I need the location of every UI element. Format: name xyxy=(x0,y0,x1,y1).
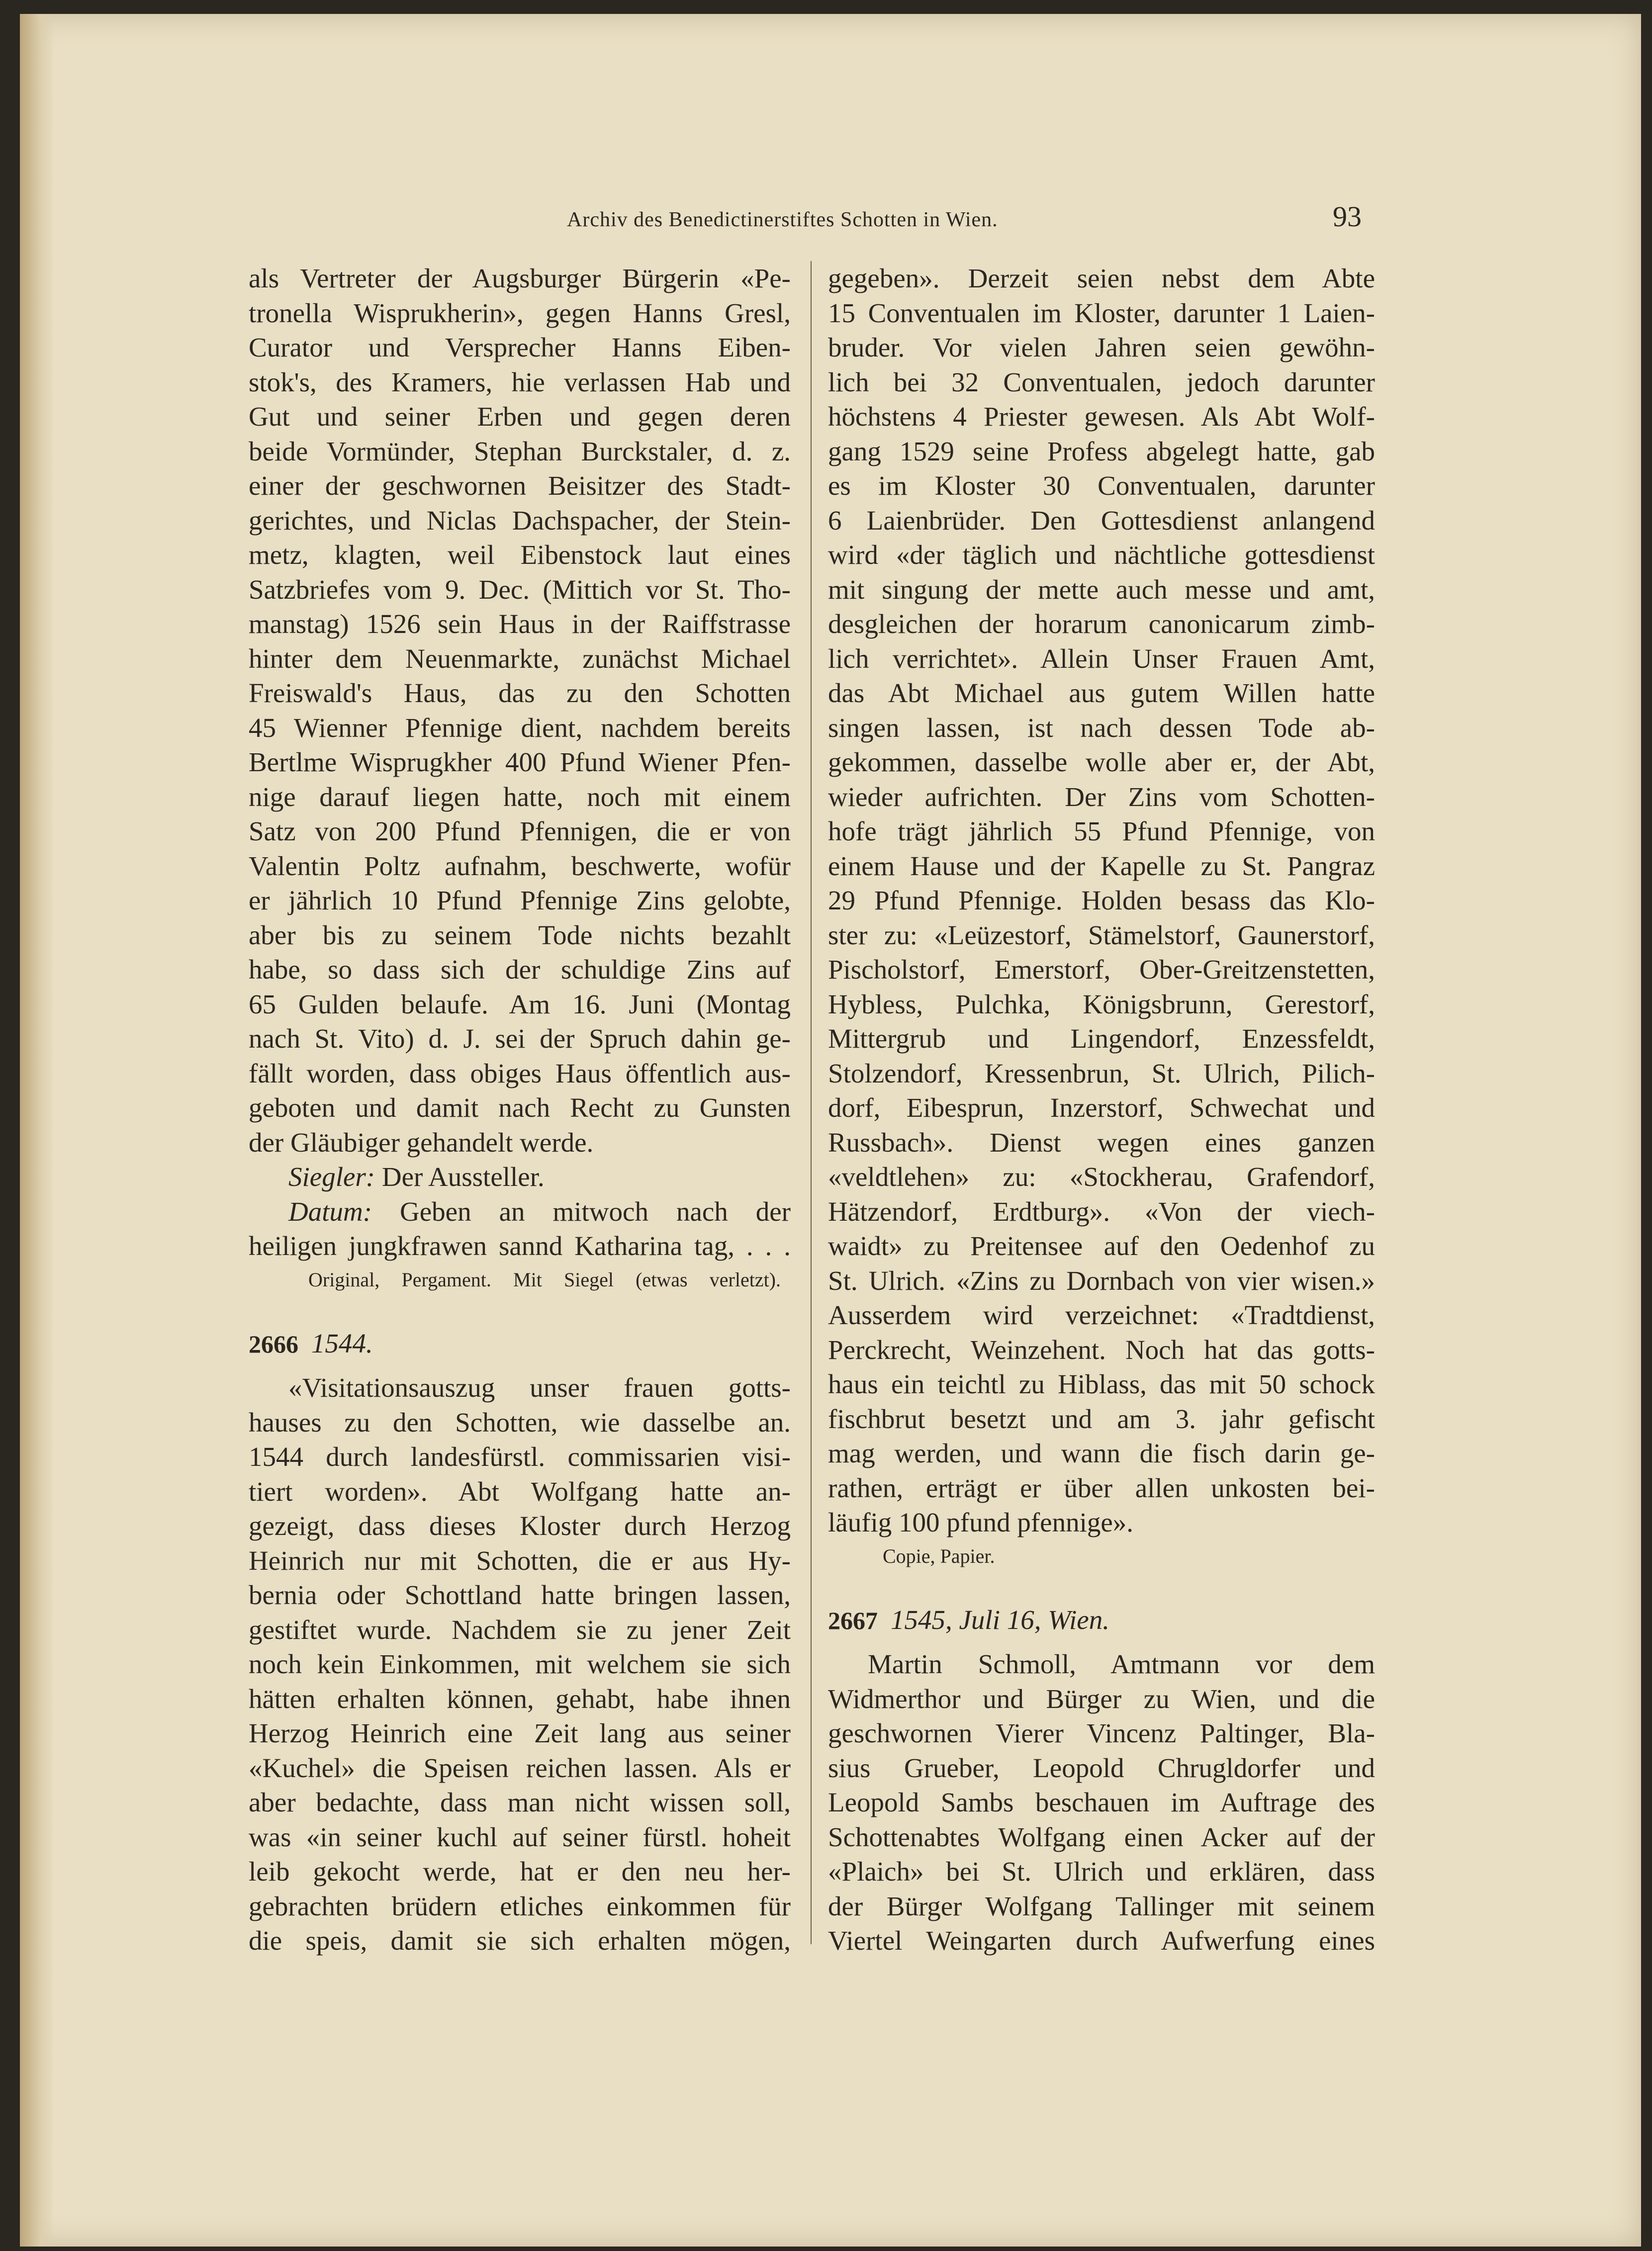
datum-line-2: heiligen jungkfrawen sannd Katharina tag, . . . xyxy=(249,1231,791,1261)
text-line: einer der geschwornen Beisitzer des Stadt- xyxy=(249,470,791,501)
source-note: Copie, Papier. xyxy=(883,1544,995,1567)
text-line: waidt» zu Preitensee auf den Oedenhof zu xyxy=(828,1231,1375,1261)
text-line: Widmerthor und Bürger zu Wien, und die xyxy=(828,1683,1375,1714)
text-line: höchstens 4 Priester gewesen. Als Abt Wolf- xyxy=(828,401,1375,432)
entry-number: 2666 xyxy=(249,1330,298,1358)
right-continuation-paragraph xyxy=(828,261,1375,1540)
page-binding-shadow xyxy=(20,14,55,2247)
text-line: er jährlich 10 Pfund Pfennige Zins gelobte, xyxy=(249,885,791,915)
text-line: fischbrut besetzt und am 3. jahr gefischt xyxy=(828,1403,1375,1434)
text-line: leib gekocht werde, hat er den neu her- xyxy=(249,1856,791,1887)
entry-heading-2666 xyxy=(249,1326,791,1362)
text-line: «Plaich» bei St. Ulrich und erklären, dass xyxy=(828,1856,1375,1887)
source-note: Original, Pergament. Mit Siegel (etwas verletzt). xyxy=(308,1268,781,1291)
entry-date: 1544. xyxy=(311,1328,373,1358)
text-line: aber bis zu seinem Tode nichts bezahlt xyxy=(249,919,791,950)
text-line: lich bei 32 Conventualen, jedoch darunter xyxy=(828,366,1375,397)
text-line: 29 Pfund Pfennige. Holden besass das Klo- xyxy=(828,885,1375,915)
text-line: Bertlme Wisprugkher 400 Pfund Wiener Pfen- xyxy=(249,747,791,777)
text-line: manstag) 1526 sein Haus in der Raiffstrasse xyxy=(249,609,791,639)
text-line: lich verrichtet». Allein Unser Frauen Amt, xyxy=(828,643,1375,674)
text-line: Hybless, Pulchka, Königsbrunn, Gerestorf, xyxy=(828,989,1375,1019)
text-line: gegeben». Derzeit seien nebst dem Abte xyxy=(828,263,1375,293)
text-line: geboten und damit nach Recht zu Gunsten xyxy=(249,1092,791,1123)
text-line: aber bedachte, dass man nicht wissen soll, xyxy=(249,1787,791,1817)
text-line: haus ein teichtl zu Hiblass, das mit 50 schock xyxy=(828,1369,1375,1399)
datum-line xyxy=(249,1194,791,1229)
text-line: gezeigt, dass dieses Kloster durch Herzog xyxy=(249,1511,791,1541)
siegler-text: Der Aussteller. xyxy=(381,1162,545,1192)
text-line: Schottenabtes Wolfgang einen Acker auf der xyxy=(828,1821,1375,1852)
text-line: Pischolstorf, Emerstorf, Ober-Greitzenstetten, xyxy=(828,954,1375,985)
page-number: 93 xyxy=(1333,200,1362,233)
text-line: 45 Wienner Pfennige dient, nachdem bereits xyxy=(249,712,791,743)
text-line: stok's, des Kramers, hie verlassen Hab und xyxy=(249,366,791,397)
text-line: gekommen, dasselbe wolle aber er, der Abt, xyxy=(828,747,1375,777)
text-line: tronella Wisprukherin», gegen Hanns Gresl, xyxy=(249,297,791,328)
text-line: «Kuchel» die Speisen reichen lassen. Als er xyxy=(249,1752,791,1783)
text-line: singen lassen, ist nach dessen Tode ab- xyxy=(828,712,1375,743)
text-line: Herzog Heinrich eine Zeit lang aus seiner xyxy=(249,1718,791,1748)
text-line: bruder. Vor vielen Jahren seien gewöhn- xyxy=(828,332,1375,362)
text-line: gerichtes, und Niclas Dachspacher, der Stein- xyxy=(249,505,791,536)
text-line: «Visitationsauszug unser frauen gotts- xyxy=(288,1372,791,1403)
text-line: 1544 durch landesfürstl. commissarien visi- xyxy=(249,1441,791,1472)
left-continuation-paragraph xyxy=(249,261,791,1160)
text-line: tiert worden». Abt Wolfgang hatte an- xyxy=(249,1476,791,1507)
text-line: mag werden, und wann die fisch darin ge- xyxy=(828,1438,1375,1468)
text-line: hofe trägt jährlich 55 Pfund Pfennige, von xyxy=(828,816,1375,846)
text-line: sius Grueber, Leopold Chrugldorfer und xyxy=(828,1752,1375,1783)
text-line: Freiswald's Haus, das zu den Schotten xyxy=(249,678,791,708)
siegler-label: Siegler: xyxy=(288,1162,375,1192)
text-line: dorf, Eibesprun, Inzerstorf, Schwechat und xyxy=(828,1092,1375,1123)
running-header: Archiv des Benedictinerstiftes Schotten in Wien. xyxy=(567,208,998,231)
text-line: Ausserdem wird verzeichnet: «Tradtdienst, xyxy=(828,1300,1375,1330)
text-line: einem Hause und der Kapelle zu St. Pangraz xyxy=(828,850,1375,881)
datum-label: Datum: xyxy=(288,1196,372,1227)
text-line: hauses zu den Schotten, wie dasselbe an. xyxy=(249,1407,791,1438)
text-line: ster zu: «Leüzestorf, Stämelstorf, Gaunerstorf, xyxy=(828,919,1375,950)
text-line: St. Ulrich. «Zins zu Dornbach von vier wisen.» xyxy=(828,1265,1375,1296)
text-line: Leopold Sambs beschauen im Auftrage des xyxy=(828,1787,1375,1817)
text-line: noch kein Einkommen, mit welchem sie sich xyxy=(249,1649,791,1679)
column-divider xyxy=(811,261,812,1944)
text-line: Curator und Versprecher Hanns Eiben- xyxy=(249,332,791,362)
text-line: rathen, erträgt er über allen unkosten bei- xyxy=(828,1472,1375,1503)
text-line: was «in seiner kuchl auf seiner fürstl. hoheit xyxy=(249,1821,791,1852)
text-line: bernia oder Schottland hatte bringen lassen, xyxy=(249,1580,791,1610)
text-line: metz, klagten, weil Eibenstock laut eines xyxy=(249,540,791,570)
text-line: als Vertreter der Augsburger Bürgerin «Pe- xyxy=(249,263,791,293)
text-line: hinter dem Neuenmarkte, zunächst Michael xyxy=(249,643,791,674)
text-line: Satzbriefes vom 9. Dec. (Mittich vor St. Tho- xyxy=(249,574,791,605)
text-line: Perckrecht, Weinzehent. Noch hat das gotts- xyxy=(828,1334,1375,1365)
text-line: 6 Laienbrüder. Den Gottesdienst anlangend xyxy=(828,505,1375,536)
text-line: Valentin Poltz aufnahm, beschwerte, wofür xyxy=(249,850,791,881)
text-line: das Abt Michael aus gutem Willen hatte xyxy=(828,678,1375,708)
text-line: Stolzendorf, Kressenbrun, St. Ulrich, Pilich- xyxy=(828,1058,1375,1088)
text-line: Satz von 200 Pfund Pfennigen, die er von xyxy=(249,816,791,846)
entry-heading-2667 xyxy=(828,1603,1375,1638)
text-line: 15 Conventualen im Kloster, darunter 1 Laien- xyxy=(828,297,1375,328)
entry-2666-text xyxy=(249,1370,791,1958)
text-line: wird «der täglich und nächtliche gottesdienst xyxy=(828,540,1375,570)
text-line: habe, so dass sich der schuldige Zins auf xyxy=(249,954,791,985)
text-line: wieder aufrichten. Der Zins vom Schotten- xyxy=(828,781,1375,812)
text-line: Viertel Weingarten durch Aufwerfung eines xyxy=(828,1925,1375,1956)
text-line: gang 1529 seine Profess abgelegt hatte, gab xyxy=(828,436,1375,466)
text-line: Mittergrub und Lingendorf, Enzessfeldt, xyxy=(828,1023,1375,1054)
siegler-line xyxy=(249,1160,791,1194)
text-line: mit singung der mette auch messe und amt, xyxy=(828,574,1375,605)
text-line: beide Vormünder, Stephan Burckstaler, d. z. xyxy=(249,436,791,466)
left-column xyxy=(249,261,791,1958)
text-line: es im Kloster 30 Conventualen, darunter xyxy=(828,470,1375,501)
text-line: Russbach». Dienst wegen eines ganzen xyxy=(828,1127,1375,1158)
text-line: fällt worden, dass obiges Haus öffentlich aus- xyxy=(249,1058,791,1088)
text-line: die speis, damit sie sich erhalten mögen, xyxy=(249,1925,791,1956)
text-line: gebrachten brüdern etliches einkommen für xyxy=(249,1891,791,1921)
right-column xyxy=(828,261,1375,1958)
text-line: geschwornen Vierer Vincenz Paltinger, Bla- xyxy=(828,1718,1375,1748)
text-line: Hätzendorf, Erdtburg». «Von der viech- xyxy=(828,1196,1375,1227)
text-line: läufig 100 pfund pfennige». xyxy=(828,1507,1134,1537)
text-line: «veldtlehen» zu: «Stockherau, Grafendorf, xyxy=(828,1162,1375,1192)
text-line: der Gläubiger gehandelt werde. xyxy=(249,1127,594,1158)
text-line: Heinrich nur mit Schotten, die er aus Hy- xyxy=(249,1545,791,1576)
entry-number: 2667 xyxy=(828,1606,878,1634)
entry-date: 1545, Juli 16, Wien. xyxy=(891,1604,1109,1635)
text-line: Gut und seiner Erben und gegen deren xyxy=(249,401,791,432)
entry-2667-text xyxy=(828,1647,1375,1958)
text-line: gestiftet wurde. Nachdem sie zu jener Zeit xyxy=(249,1614,791,1645)
text-line: nach St. Vito) d. J. sei der Spruch dahin ge- xyxy=(249,1023,791,1054)
text-line: desgleichen der horarum canonicarum zimb- xyxy=(828,609,1375,639)
text-line: der Bürger Wolfgang Tallinger mit seinem xyxy=(828,1891,1375,1921)
datum-text: Geben an mitwoch nach der xyxy=(400,1196,791,1227)
text-line: hätten erhalten können, gehabt, habe ihnen xyxy=(249,1683,791,1714)
text-line: 65 Gulden belaufe. Am 16. Juni (Montag xyxy=(249,989,791,1019)
text-line: nige darauf liegen hatte, noch mit einem xyxy=(249,781,791,812)
text-line: Martin Schmoll, Amtmann vor dem xyxy=(868,1649,1375,1679)
